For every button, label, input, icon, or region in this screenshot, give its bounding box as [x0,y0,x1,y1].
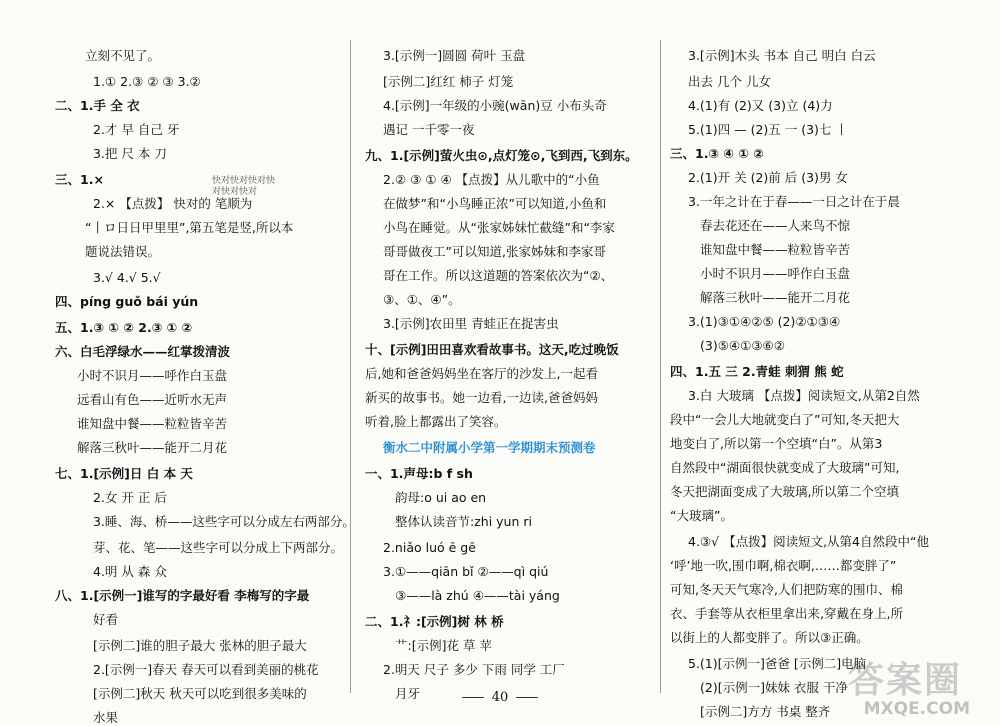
answer-line: 四、1.五 三 2.青蛙 刺猬 熊 蛇 [670,364,844,379]
answer-line: [示例二]谁的胆子最大 张林的胆子最大 [93,638,307,653]
answer-line: “丨ロ日日甲里里”,第五笔是竖,所以本 [85,220,294,235]
answer-line: 解落三秋叶——能开二月花 [77,440,228,455]
answer-line: 3.把 尺 本 刀 [93,146,167,161]
answer-line: 2.明天 尺子 多少 下雨 同学 工厂 [383,662,565,677]
answer-line: 2.niǎo luó ē gē [383,540,476,555]
watermark-logo: 答案圈 [847,660,962,701]
answer-line: 芽、花、笔——这些字可以分成上下两部分。 [93,540,344,555]
stamp-overlay: 快对快对快对快对快对快对 [212,176,276,197]
answer-line: 2.才 早 自己 牙 [93,122,180,137]
answer-line: 小鸟在睡觉。从“张家姊妹忙截缝”和“李家 [383,220,615,235]
answer-line: 3.√ 4.√ 5.√ [93,270,161,285]
answer-line: 3.白 大玻璃 【点拨】阅读短文,从第2自然 [688,388,920,403]
answer-line: 小时不识月——呼作白玉盘 [700,266,851,281]
answer-line: 2.② ③ ① ④ 【点拨】从儿歌中的“小鱼 [383,172,600,187]
answer-line: 整体认读音节:zhi yun ri [395,514,532,529]
column-divider [350,40,351,693]
answer-line: ③、①、④”。 [383,292,461,307]
column-divider [660,40,661,693]
answer-line: 以街上的人都变胖了。所以③正确。 [670,630,869,645]
answer-line: 在做梦”和“小鸟睡正浓”可以知道,小鱼和 [383,196,607,211]
answer-line: 春去花还在——人来鸟不惊 [700,218,851,233]
answer-line: 小时不识月——呼作白玉盘 [77,368,228,383]
answer-line: 六、白毛浮绿水——红掌拨清波 [55,344,231,359]
answer-line: 段中“一会儿大地就变白了”可知,冬天把大 [670,412,900,427]
answer-line: 谁知盘中餐——粒粒皆辛苦 [77,416,228,431]
answer-line: 四、píng guǒ bái yún [55,294,199,309]
answer-line: 冬天把湖面变成了大玻璃,所以第二个空填 [670,484,899,499]
section-title: 衡水二中附属小学第一学期期末预测卷 [383,440,596,455]
answer-line: 三、1.× [55,172,104,187]
answer-line: 后,她和爸爸妈妈坐在客厅的沙发上,一起看 [365,366,598,381]
answer-line: 自然段中“湖面很快就变成了大玻璃”可知, [670,460,900,475]
watermark-url: MXQE.COM [863,699,970,719]
answer-line: 4.[示例]一年级的小豌(wān)豆 小布头奇 [383,98,607,113]
answer-line: 哥在工作。所以这道题的答案依次为“②、 [383,268,614,283]
answer-line: 4.明 从 森 众 [93,564,167,579]
answer-line: 出去 几个 儿女 [688,74,771,89]
answer-line: [示例二]红红 柿子 灯笼 [383,74,514,89]
answer-line: 二、1.礻:[示例]树 林 桥 [365,614,504,629]
answer-line: 3.[示例一]圆圆 荷叶 玉盘 [383,48,526,63]
answer-line: 七、1.[示例]日 白 本 天 [55,466,193,481]
answer-line: 1.① 2.③ ② ③ 3.② [93,74,201,89]
answer-line: “大玻璃”。 [670,508,733,523]
answer-line: ③——là zhú ④——tài yáng [395,588,560,603]
answer-line: 好看 [93,612,119,627]
answer-line: 哥哥做夜工”可以知道,张家姊妹和李家哥 [383,244,606,259]
answer-line: 水果 [93,710,119,725]
answer-line: 一、1.声母:b f sh [365,466,473,481]
answer-line: 4.(1)有 (2)又 (3)立 (4)力 [688,98,833,113]
answer-line: (3)⑤④①③⑥② [700,338,785,353]
answer-line: 3.①——qiān bǐ ②——qì qiú [383,564,549,579]
answer-line: 3.(1)③①④②⑤ (2)②①③④ [688,314,841,329]
answer-line: ‘呼’地一吹,围巾啊,棉衣啊,……都变胖了” [670,558,897,573]
answer-line: 3.一年之计在于春——一日之计在于晨 [688,194,900,209]
answer-line: 3.[示例]农田里 青蛙正在捉害虫 [383,316,559,331]
answer-line: 九、1.[示例]萤火虫⊙,点灯笼⊙,飞到西,飞到东。 [365,148,638,163]
answer-line: 立刻不见了。 [85,48,161,63]
answer-line: 4.③√ 【点拨】阅读短文,从第4自然段中“他 [688,534,929,549]
answer-line: 三、1.③ ④ ① ② [670,146,764,161]
answer-line: 远看山有色——近听水无声 [77,392,228,407]
answer-line: 五、1.③ ① ② 2.③ ① ② [55,320,193,335]
page-number-text: 40 [491,690,509,705]
answer-line: 2.[示例一]春天 春天可以看到美丽的桃花 [93,662,319,677]
answer-line: 遇记 一千零一夜 [383,122,475,137]
answer-line: [示例二]方方 书桌 整齐 [700,704,831,719]
answer-line: 谁知盘中餐——粒粒皆辛苦 [700,242,851,257]
answer-line: 2.(1)开 关 (2)前 后 (3)男 女 [688,170,848,185]
answer-line: 5.(1)[示例一]爸爸 [示例二]电脑 [688,656,867,671]
answer-line: 解落三秋叶——能开二月花 [700,290,851,305]
answer-line: 月牙 [395,686,421,701]
answer-line: 十、[示例]田田喜欢看故事书。这天,吃过晚饭 [365,342,619,357]
answer-line: 听着,脸上都露出了笑容。 [365,414,507,429]
answer-line: 3.睡、海、桥——这些字可以分成左右两部分。 [93,514,355,529]
answer-line: 韵母:o ui ao en [395,490,487,505]
answer-line: 衣、手套等从衣柜里拿出来,穿戴在身上,所 [670,606,903,621]
answer-line: 5.(1)四 — (2)五 一 (3)七 丨 [688,122,848,137]
answer-line: 题说法错误。 [85,244,161,259]
answer-line: 八、1.[示例一]谁写的字最好看 李梅写的字最 [55,588,310,603]
answer-line: 新买的故事书。她一边看,一边读,爸爸妈妈 [365,390,598,405]
answer-line: [示例二]秋天 秋天可以吃到很多美味的 [93,686,307,701]
answer-line: 2.女 开 正 后 [93,490,167,505]
answer-line: 二、1.手 全 衣 [55,98,140,113]
answer-line: 3.[示例]木头 书本 自己 明白 白云 [688,48,876,63]
answer-line: 艹:[示例]花 草 苹 [395,638,492,653]
answer-line: 地变白了,所以第一个空填“白”。从第3 [670,436,883,451]
answer-line: 2.× 【点拨】 快对的 笔顺为 [93,196,253,211]
answer-line: 可知,冬天天气寒冷,人们把防寒的围巾、棉 [670,582,903,597]
answer-line: (2)[示例一]妹妹 衣服 干净 [700,680,848,695]
